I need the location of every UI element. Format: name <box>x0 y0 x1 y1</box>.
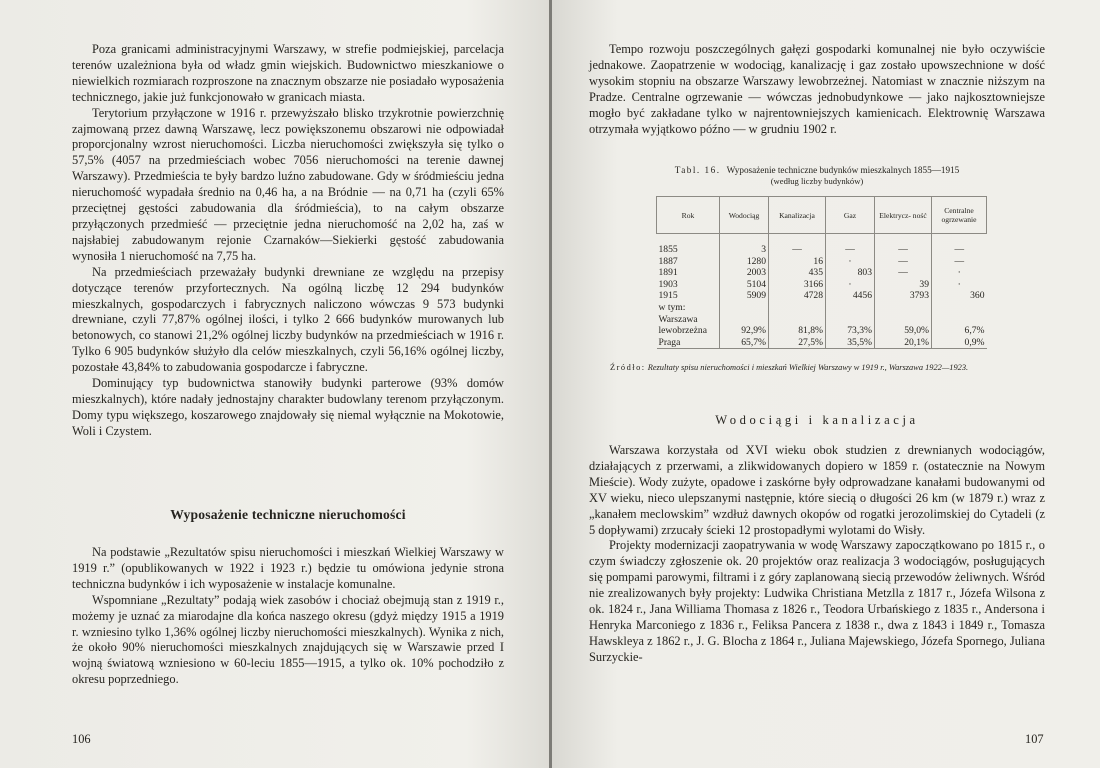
table-row <box>657 256 987 268</box>
right-body-text <box>589 42 1045 137</box>
table-row <box>657 234 987 256</box>
table-cell: 4728 <box>769 290 826 302</box>
table-cell: 5909 <box>720 290 769 302</box>
table-subtitle: (według liczby budynków) <box>770 176 864 186</box>
table-cell: · <box>932 267 987 279</box>
table-row <box>657 314 987 326</box>
table-source <box>610 362 1046 373</box>
table-cell: 5104 <box>720 279 769 291</box>
source-label: Źródło: <box>610 363 646 372</box>
table-cell: 27,5% <box>769 337 826 349</box>
column-header: Gaz <box>826 197 875 234</box>
table-cell: 6,7% <box>932 325 987 337</box>
table-title: Wyposażenie techniczne budynków mieszkalnych 1855—1915 <box>726 165 960 175</box>
table-row <box>657 290 987 302</box>
table-cell: — <box>875 267 932 279</box>
table-cell: 435 <box>769 267 826 279</box>
table-cell: 16 <box>769 256 826 268</box>
table-cell: 1887 <box>658 255 678 267</box>
right-body-text-2 <box>589 443 1045 666</box>
table-cell: Warszawa <box>658 313 698 325</box>
column-header: Centralne ogrzewanie <box>932 197 987 234</box>
table-cell: 81,8% <box>769 325 826 337</box>
table-cell: 0,9% <box>932 337 987 349</box>
table-cell: w tym: <box>658 301 686 313</box>
table-cell <box>769 302 826 314</box>
table-cell: 39 <box>875 279 932 291</box>
table-cell: 4456 <box>826 290 875 302</box>
table-row <box>657 302 987 314</box>
table-row <box>657 279 987 291</box>
left-body-text-2 <box>72 545 504 688</box>
column-header: Wodociąg <box>720 197 769 234</box>
table-cell: 1891 <box>658 267 678 279</box>
table-cell: — <box>932 234 987 256</box>
table-cell <box>875 302 932 314</box>
column-header: Rok <box>657 197 720 234</box>
table-cell <box>769 314 826 326</box>
table-cell: — <box>826 234 875 256</box>
table-cell: 360 <box>932 290 987 302</box>
table-row <box>657 267 987 279</box>
table-cell: 3793 <box>875 290 932 302</box>
table-cell <box>875 314 932 326</box>
table-cell: — <box>875 256 932 268</box>
table-cell: 1280 <box>720 256 769 268</box>
table-cell: 2003 <box>720 267 769 279</box>
table-label: Tabl. 16. <box>674 165 721 175</box>
source-text: Rezultaty spisu nieruchomości i mieszkań Wielkiej Warszawy w 1919 r., Warszawa 1922—1923. <box>647 363 969 372</box>
left-page <box>0 0 549 768</box>
table-cell: 59,0% <box>875 325 932 337</box>
table-row <box>657 325 987 337</box>
table-cell: · <box>826 279 875 291</box>
table-cell: 3166 <box>769 279 826 291</box>
paragraph: Tempo rozwoju poszczególnych gałęzi gospodarki komunalnej nie było oczywiście jednakowe. Zaopatrzenie w wodociąg, kanalizację i gaz zostało upowszechnione w dość wysokim stopniu na obszarze Warszawy lewobrzeżnej. Natomiast w znacznie niższym na Pradze. Centralne ogrzewanie — wówczas jednobudynkowe — jako najkosztowniejsze mogło być zakładane tylko w najrentowniejszych kamienicach. Elektrownię Warszawa otrzymała wyjątkowo późno — w grudniu 1902 r. <box>589 42 1045 136</box>
paragraph: Na przedmieściach przeważały budynki drewniane ze względu na przepisy dotyczące terenów przyfortecznych. Na ogólną liczbę 12 294 budynków mieszkalnych, gospodarczych i fabrycznych naliczono wówczas 9 573 budynki drewniane, czyli 77,87% ogólnej ilości, i tylko 2 666 budynków murowanych lub betonowych, co stanowi 21,2% ogólnej liczby budynków na przedmieściach w 1916 r. Tylko 6 905 budynków służyło dla celów mieszkalnych, czyli 56,16% ogólnej liczby, pozostałe 43,84% to zabudowania gospodarcze i fabryczne. <box>72 264 504 375</box>
table-row <box>657 337 987 349</box>
table-cell: 20,1% <box>875 337 932 349</box>
table-cell: — <box>875 234 932 256</box>
table-cell <box>932 302 987 314</box>
table-cell: 803 <box>826 267 875 279</box>
table-cell: 92,9% <box>720 325 769 337</box>
section-heading: Wyposażenie techniczne nieruchomości <box>170 507 406 522</box>
table-cell <box>932 314 987 326</box>
table-cell: 1855 <box>658 244 678 255</box>
paragraph: Na podstawie „Rezultatów spisu nieruchomości i mieszkań Wielkiej Warszawy w 1919 r.” (opublikowanych w 1922 i 1923 r.) będzie tu omówiona jedynie strona techniczna budynków i ich wyposażenie w instalacje komunalne. <box>72 545 504 591</box>
paragraph: Wspomniane „Rezultaty” podają wiek zasobów i chociaż obejmują stan z 1919 r., możemy je uznać za miarodajne dla końca naszego okresu (gdyż między 1915 a 1919 r. wzniesino tylko 1,36% ogólnej liczby nieruchomości mieszkalnych). Wynika z nich, że około 90% nieruchomości mieszkalnych znajdujących się w Warszawie przed I wojną światową wzniesiono w 60-leciu 1855—1915, a tylko ok. 10% pochodziło z okresu poprzedniego. <box>72 592 504 687</box>
table-cell: 65,7% <box>720 337 769 349</box>
section-heading: Wodociągi i kanalizacja <box>715 413 919 427</box>
table-cell <box>720 302 769 314</box>
left-body-text <box>72 42 504 440</box>
table-cell: 3 <box>720 234 769 256</box>
column-header: Kanalizacja <box>769 197 826 234</box>
table-header-row <box>657 197 987 234</box>
table-cell <box>720 314 769 326</box>
column-header: Elektrycz- ność <box>875 197 932 234</box>
page-number: 106 <box>72 732 91 746</box>
table-cell: 73,3% <box>826 325 875 337</box>
table-cell <box>826 302 875 314</box>
paragraph: Poza granicami administracyjnymi Warszawy, w strefie podmiejskiej, parcelacja terenów uzależniona była od władz gmin wiejskich. Budownictwo mieszkaniowe o niewielkich rozmiarach rozproszone na znacznym obszarze nie posiadało wyposażenia technicznego, jakie już funkcjonowało w granicach miasta. <box>72 42 504 104</box>
paragraph: Projekty modernizacji zaopatrywania w wodę Warszawy zapoczątkowano po 1815 r., o czym świadczy zgłoszenie ok. 20 projektów oraz realizacja 3 wodociągów, posługujących się pompami parowymi, filtrami i z góry zaplanowaną siecią przewodów żeliwnych. Wśród nie zrealizowanych były projekty: Ludwika Christiana Metzlla z 1817 r., Józefa Wilsona z ok. 1824 r., Jana Williama Thomasa z 1826 r., Teodora Urbańskiego z 1835 r., Andersona i Henryka Marconiego z 1836 r., Feliksa Pancera z 1838 r., dwa z 1843 i 1849 r., Tomasza Hawskleya z 1862 r., J. G. Blocha z 1864 r., Juliana Majewskiego, Józefa Spornego, Juliana Surzyckie- <box>589 538 1045 664</box>
paragraph: Warszawa korzystała od XVI wieku obok studzien z drewnianych wodociągów, działających z przerwami, a zlikwidowanych dopiero w 1859 r. (ostatecznie na Nowym Mieście). Wody zużyte, opadowe i zaskórne były odprowadzane kanałami budowanymi od XV wieku, nieco ulepszanymi następnie, które siecią o długości 26 km (w 1879 r.) wraz z „kanałem meclowskim” wzdłuż dawnych okopów od rogatki jerozolimskiej do Cytadeli (z 5 dopływami) zrzucały ścieki 12 prostopadłymi wylotami do Wisły. <box>589 443 1045 537</box>
equipment-table <box>656 196 987 349</box>
table-cell: · <box>932 279 987 291</box>
table-caption <box>589 165 1045 187</box>
right-page <box>552 0 1100 768</box>
paragraph: Terytorium przyłączone w 1916 r. przewyższało blisko trzykrotnie powierzchnię zajmowaną przez dawną Warszawę, lecz powiększonemu obszarowi nie odpowiadał proporcjonalny wzrost nieruchomości. Liczba nieruchomości zwiększyła się tylko o 57,5% (4057 na przedmieściach wobec 7056 nieruchomości na terenie dawnej Warszawy). Przedmieścia te były bardzo luźno zabudowane. Gdy w śródmieściu jedna nieruchomość wypadała średnio na 0,46 ha, a na Bródnie — na 0,71 ha (czyli 65% przeciętnej gęstości zabudowania dla śródmieścia), to na całym obszarze przyłączonych przedmieść — przeciętnie jedna nieruchomość na 2,02 ha, zaś w najsłabiej zabudowanym rejonie Czarnaków—Siekierki gęstość zabudowania wynosiła 1 nieruchomość na 7,75 ha. <box>72 105 504 263</box>
table-cell: — <box>932 256 987 268</box>
table-cell: 1915 <box>658 290 678 302</box>
table-cell: 35,5% <box>826 337 875 349</box>
table-cell: lewobrzeżna <box>658 325 707 337</box>
table-cell <box>826 314 875 326</box>
table-cell: 1903 <box>658 278 678 290</box>
paragraph: Dominujący typ budownictwa stanowiły budynki parterowe (93% domów mieszkalnych), które nadały jednostajny charakter budowlany terenom przyłączonym. Domy typu większego, koszarowego znajdowały się niemal wyłącznie na Mokotowie, Woli i Czystem. <box>72 376 504 438</box>
table-cell: · <box>826 256 875 268</box>
table-cell: — <box>769 234 826 256</box>
table-cell: Praga <box>657 337 720 349</box>
page-number: 107 <box>1025 732 1044 746</box>
